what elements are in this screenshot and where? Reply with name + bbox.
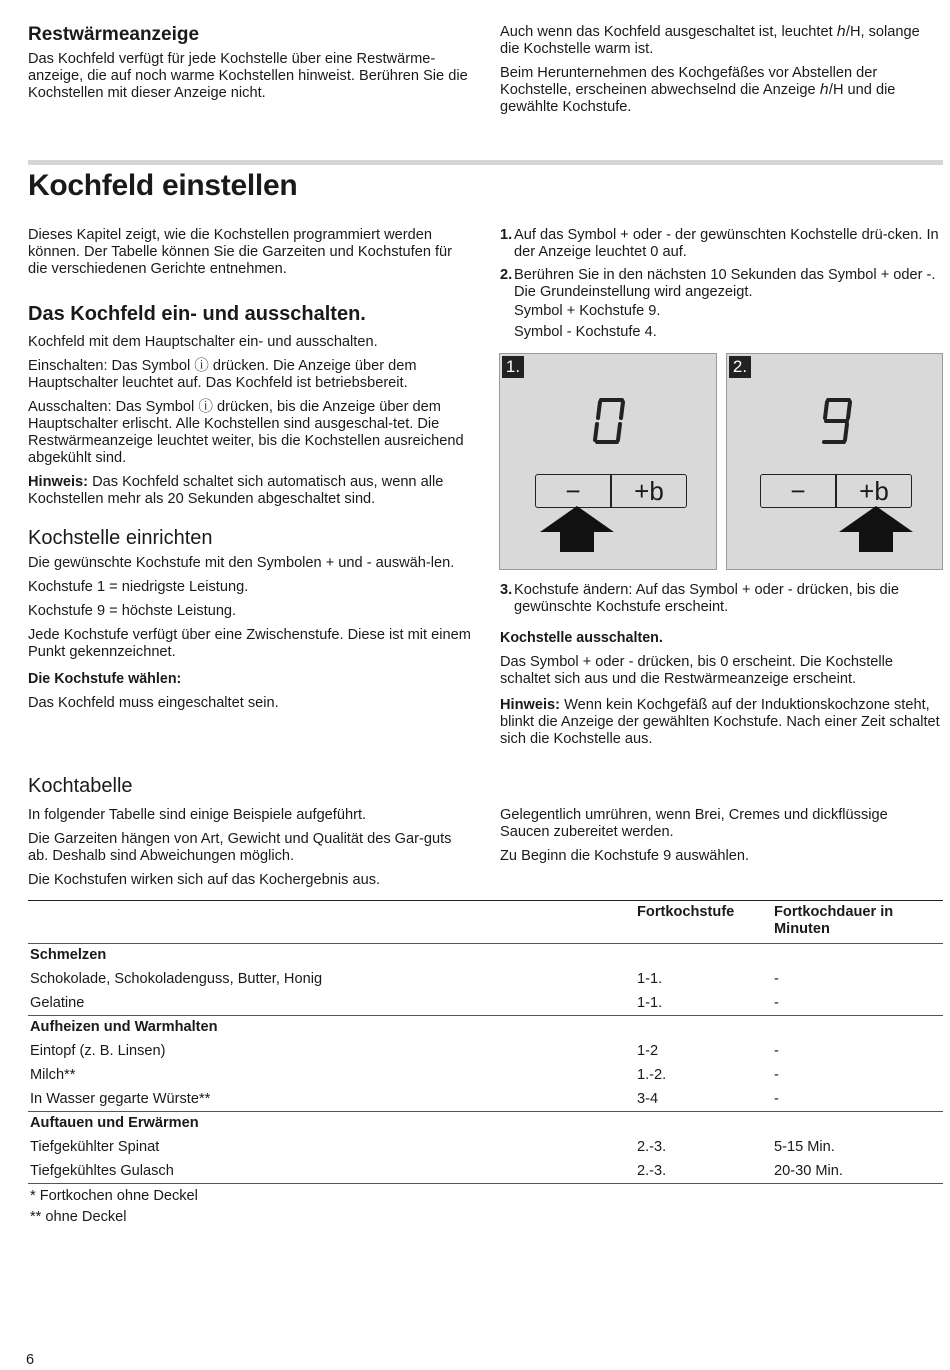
table-row: Gelatine bbox=[30, 995, 85, 1011]
section-divider bbox=[28, 160, 943, 165]
steps-hint-text: Wenn kein Kochgefäß auf der Induktionskochzone steht, blinkt die Anzeige der gewählten Kochstufe. Nach einer Zeit schaltet sich die Kochstelle aus. bbox=[500, 697, 940, 747]
kochtabelle-r2: Zu Beginn die Kochstufe 9 auswählen. bbox=[500, 848, 750, 864]
step-2-number: 2. bbox=[500, 267, 513, 283]
einrichten-p2: Kochstufe 1 = niedrigste Leistung. bbox=[28, 579, 249, 595]
footnote-1: * Fortkochen ohne Deckel bbox=[30, 1188, 198, 1204]
table-row: In Wasser gegarte Würste** bbox=[30, 1091, 211, 1107]
chapter-title: Kochfeld einstellen bbox=[28, 169, 298, 202]
table-top-rule bbox=[28, 900, 943, 901]
off-text: Das Symbol + oder - drücken, bis 0 erscheint. Die Kochstelle schaltet sich aus und die Restwärmeanzeige erscheint. bbox=[500, 654, 893, 687]
step-1-text: Auf das Symbol + oder - der gewünschten Kochstelle drü-cken. In der Anzeige leuchtet 0 auf. bbox=[514, 227, 939, 260]
step-3 bbox=[500, 582, 940, 616]
table-row: Tiefgekühlter Spinat bbox=[30, 1139, 160, 1155]
einaus-hint-label: Hinweis: bbox=[28, 474, 89, 490]
table-cell-stufe: 1-1. bbox=[637, 995, 663, 1011]
steps-hint-label: Hinweis: bbox=[500, 697, 561, 713]
table-cell-stufe: 2.-3. bbox=[637, 1139, 667, 1155]
step-3-number: 3. bbox=[500, 582, 513, 598]
minus-button[interactable]: − bbox=[565, 476, 581, 506]
table-cell-stufe: 1.-2. bbox=[637, 1067, 667, 1083]
restwaerme-left-text: Das Kochfeld verfügt für jede Kochstelle über eine Restwärme-anzeige, die auf noch warme Kochstellen hinweist. Berühren Sie die Kochstellen mit dieser Anzeige nicht. bbox=[28, 51, 468, 101]
einrichten-p3: Kochstufe 9 = höchste Leistung. bbox=[28, 603, 237, 619]
arrow-up-icon bbox=[839, 506, 913, 552]
display-digit-0 bbox=[592, 396, 628, 446]
table-cell-stufe: 1-1. bbox=[637, 971, 663, 987]
page-number: 6 bbox=[26, 1352, 35, 1368]
panel-1-badge: 1. bbox=[502, 356, 524, 378]
table-cell-dauer: 5-15 Min. bbox=[774, 1139, 835, 1155]
kochtabelle-right bbox=[500, 807, 940, 865]
table-cell-dauer: 20-30 Min. bbox=[774, 1163, 843, 1179]
einrichten-p1: Die gewünschte Kochstufe mit den Symbolen + und - auswäh-len. bbox=[28, 555, 455, 571]
einaus-p2: Einschalten: Das Symbol ⓘ drücken. Die Anzeige über dem Hauptschalter leuchtet auf. Das Kochfeld ist betriebsbereit. bbox=[28, 358, 417, 391]
table-row: Milch** bbox=[30, 1067, 76, 1083]
table-cell-dauer: - bbox=[774, 971, 779, 987]
table-row: Eintopf (z. B. Linsen) bbox=[30, 1043, 166, 1059]
step-1 bbox=[500, 227, 940, 261]
step-2a: Symbol + Kochstufe 9. bbox=[514, 303, 661, 319]
table-header-fortkochdauer: Fortkochdauer in Minuten bbox=[774, 904, 894, 937]
plus-button[interactable]: +b bbox=[634, 476, 664, 506]
table-cell-dauer: - bbox=[774, 1091, 779, 1107]
table-header-rule bbox=[28, 943, 943, 944]
table-cell-stufe: 2.-3. bbox=[637, 1163, 667, 1179]
table-group-rule bbox=[28, 1015, 943, 1016]
kochtabelle-p1: In folgender Tabelle sind einige Beispiele aufgeführt. bbox=[28, 807, 367, 823]
einaus-title: Das Kochfeld ein- und ausschalten. bbox=[28, 303, 366, 325]
chapter-intro: Dieses Kapitel zeigt, wie die Kochstellen programmiert werden können. Der Tabelle können Sie die Garzeiten und Kochstufen für die verschiedenen Gerichte entnehmen. bbox=[28, 227, 453, 277]
kochtabelle-r1: Gelegentlich umrühren, wenn Brei, Cremes und dickflüssige Saucen zubereitet werden. bbox=[500, 807, 888, 840]
table-cell-dauer: - bbox=[774, 1067, 779, 1083]
control-bar-1 bbox=[535, 474, 687, 508]
kochtabelle-left bbox=[28, 807, 468, 889]
off-title: Kochstelle ausschalten. bbox=[500, 630, 663, 646]
minus-button[interactable]: − bbox=[790, 476, 806, 506]
display-digit-9 bbox=[819, 396, 855, 446]
step-2 bbox=[500, 267, 940, 301]
table-group-title: Schmelzen bbox=[30, 947, 107, 963]
plus-button[interactable]: +b bbox=[859, 476, 889, 506]
restwaerme-right bbox=[500, 24, 940, 116]
step-2b: Symbol - Kochstufe 4. bbox=[514, 324, 657, 340]
table-cell-dauer: - bbox=[774, 995, 779, 1011]
step-3-text: Kochstufe ändern: Auf das Symbol + oder - drücken, bis die gewünschte Kochstufe erscheint. bbox=[514, 582, 899, 615]
einrichten-body bbox=[28, 555, 473, 712]
footnote-2: ** ohne Deckel bbox=[30, 1209, 127, 1225]
table-group-rule bbox=[28, 1111, 943, 1112]
arrow-up-icon bbox=[540, 506, 614, 552]
table-bottom-rule bbox=[28, 1183, 943, 1184]
table-row: Tiefgekühltes Gulasch bbox=[30, 1163, 174, 1179]
steps-hint bbox=[500, 697, 940, 748]
einaus-p1: Kochfeld mit dem Hauptschalter ein- und ausschalten. bbox=[28, 334, 378, 350]
einaus-p3: Ausschalten: Das Symbol ⓘ drücken, bis die Anzeige über dem Hauptschalter erlischt. Alle Kochstellen sind ausgeschal-tet. Die Restwärmeanzeige leuchtet weiter, bis die Kochstellen ausreichend abgekühlt sind. bbox=[28, 399, 464, 466]
kochtabelle-title: Kochtabelle bbox=[28, 775, 133, 797]
display-panel-2 bbox=[726, 353, 943, 570]
kochtabelle-p2: Die Garzeiten hängen von Art, Gewicht und Qualität des Gar-guts ab. Deshalb sind Abweichungen möglich. bbox=[28, 831, 452, 864]
panel-2-badge: 2. bbox=[729, 356, 751, 378]
steps-bottom bbox=[500, 582, 940, 748]
einrichten-title: Kochstelle einrichten bbox=[28, 527, 213, 549]
table-group-title: Aufheizen und Warmhalten bbox=[30, 1019, 218, 1035]
table-cell-stufe: 3-4 bbox=[637, 1091, 659, 1107]
einaus-body bbox=[28, 334, 473, 515]
table-cell-stufe: 1-2 bbox=[637, 1043, 659, 1059]
einrichten-p5: Das Kochfeld muss eingeschaltet sein. bbox=[28, 695, 279, 711]
control-bar-2 bbox=[760, 474, 912, 508]
kochtabelle-p3: Die Kochstufen wirken sich auf das Kochergebnis aus. bbox=[28, 872, 381, 888]
table-group-title: Auftauen und Erwärmen bbox=[30, 1115, 199, 1131]
restwaerme-right-p2: Beim Herunternehmen des Kochgefäßes vor Abstellen der Kochstelle, erscheinen abwechselnd die Anzeige ℎ/H und die gewählte Kochstufe. bbox=[500, 65, 896, 115]
einrichten-p4: Jede Kochstufe verfügt über eine Zwischenstufe. Diese ist mit einem Punkt gekennzeichnet. bbox=[28, 627, 471, 660]
step-2-text: Berühren Sie in den nächsten 10 Sekunden das Symbol + oder -. Die Grundeinstellung wird angezeigt. bbox=[514, 267, 936, 300]
steps-top bbox=[500, 227, 940, 341]
step-1-number: 1. bbox=[500, 227, 513, 243]
einrichten-sub: Die Kochstufe wählen: bbox=[28, 671, 182, 687]
cooking-table bbox=[28, 900, 943, 1200]
restwaerme-right-p1: Auch wenn das Kochfeld ausgeschaltet ist, leuchtet ℎ/H, solange die Kochstelle warm ist. bbox=[500, 24, 920, 57]
einaus-hint-text: Das Kochfeld schaltet sich automatisch aus, wenn alle Kochstellen mehr als 20 Sekunden abgeschaltet sind. bbox=[28, 474, 444, 507]
einaus-hint bbox=[28, 474, 473, 508]
table-row: Schokolade, Schokoladenguss, Butter, Honig bbox=[30, 971, 323, 987]
restwaerme-title: Restwärmeanzeige bbox=[28, 24, 200, 45]
table-header-fortkochstufe: Fortkochstufe bbox=[637, 904, 735, 920]
display-panel-1 bbox=[499, 353, 717, 570]
table-cell-dauer: - bbox=[774, 1043, 779, 1059]
